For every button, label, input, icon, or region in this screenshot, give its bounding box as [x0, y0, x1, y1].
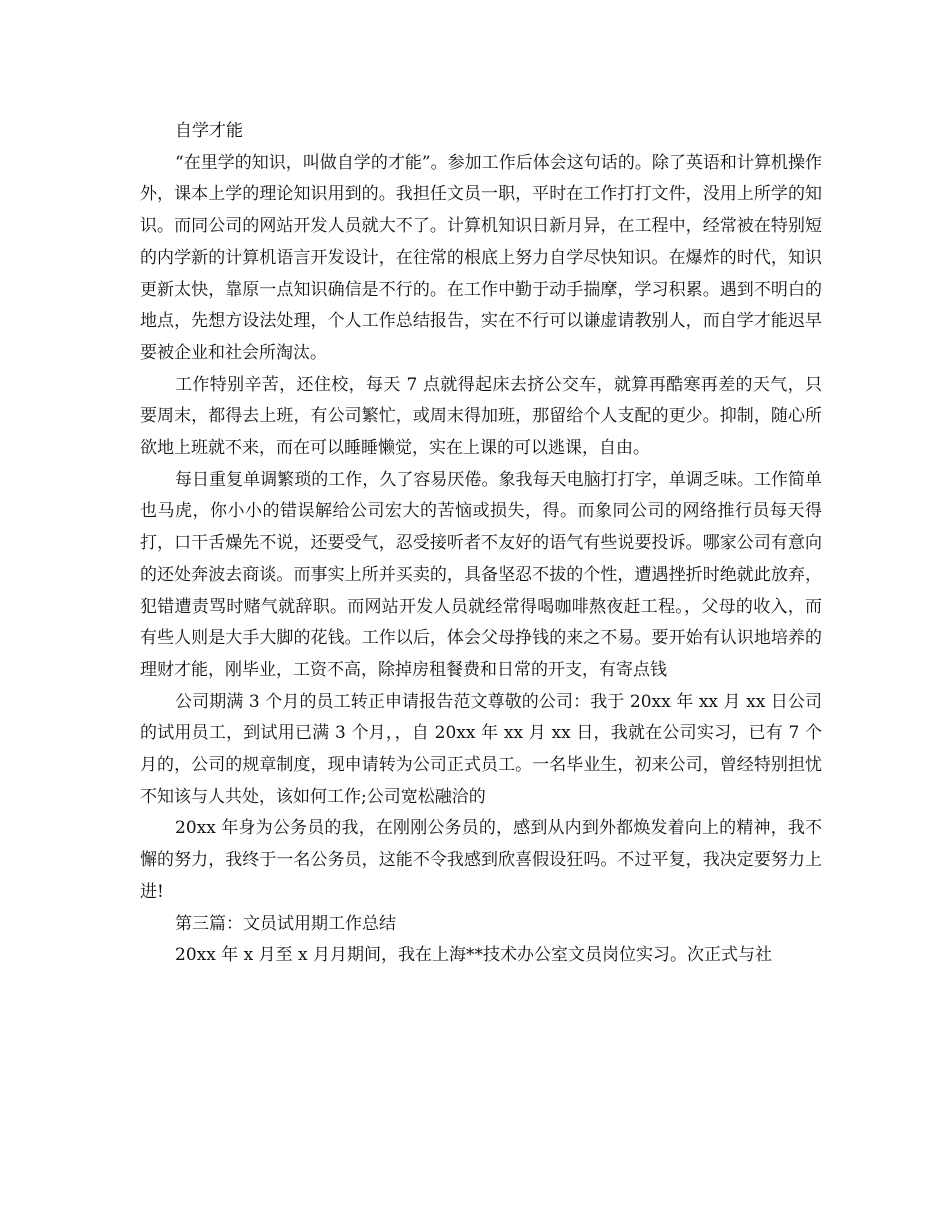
body-paragraph: “在里学的知识，叫做自学的才能”。参加工作后体会这句话的。除了英语和计算机操作外，课本上学的理论知识用到的。我担任文员一职，平时在工作打打文件，没用上所学的知识。而同公司的网站开发人员就大不了。计算机知识日新月异，在工程中，经常被在特别短的内学新的计算机语言开发设计，在往常的根底上努力自学尽快知识。在爆炸的时代，知识更新太快，靠原一点知识确信是不行的。在工作中勤于动手揣摩，学习积累。遇到不明白的地点，先想方设法处理，个人工作总结报告，实在不行可以谦虚请教别人，而自学才能迟早要被企业和社会所淘汰。 — [140, 152, 822, 363]
body-paragraph: 每日重复单调繁琐的工作，久了容易厌倦。象我每天电脑打打字，单调乏味。工作简单也马虎，你小小的错误解给公司宏大的苦恼或损失，得。而象同公司的网络推行员每天得打，口干舌燥先不说，还要受气，忍受接听者不友好的语气有些说要投诉。哪家公司有意向的还处奔波去商谈。而事实上所并买卖的，具备坚忍不拔的个性，遭遇挫折时绝就此放弃，犯错遭责骂时赌气就辞职。而网站开发人员就经常得喝咖啡熬夜赶工程。，父母的收入，而有些人则是大手大脚的花钱。工作以后，体会父母挣钱的来之不易。要开始有认识地培养的理财才能，刚毕业，工资不高，除掉房租餐费和日常的开支，有寄点钱 — [140, 469, 822, 680]
section-heading: 自学才能 — [175, 121, 243, 141]
section-heading: 第三篇：文员试用期工作总结 — [175, 913, 396, 934]
document-body — [140, 116, 822, 972]
body-paragraph: 20xx 年 x 月至 x 月月期间，我在上海**技术办公室文员岗位实习。次正式与社 — [175, 945, 772, 966]
body-paragraph: 工作特别辛苦，还住校，每天 7 点就得起床去挤公交车，就算再酷寒再差的天气，只要周末，都得去上班，有公司繁忙，或周末得加班，那留给个人支配的更少。抑制，随心所欲地上班就不来，而在可以睡睡懒觉，实在上课的可以逃课，自由。 — [140, 374, 822, 459]
body-paragraph: 20xx 年身为公务员的我，在刚刚公务员的，感到从内到外都焕发着向上的精神，我不懈的努力，我终于一名公务员，这能不令我感到欣喜假设狂吗。不过平复，我决定要努力上进! — [140, 818, 822, 902]
body-paragraph: 公司期满 3 个月的员工转正申请报告范文尊敬的公司：我于 20xx 年 xx 月 xx 日公司的试用员工，到试用已满 3 个月，，自 20xx 年 xx 月 xx 日，我就在公司实习，已有 7 个月的，公司的规章制度，现申请转为公司正式员工。一名毕业生，初来公司，曾经特别担忧不知该与人共处，该如何工作;公司宽松融洽的 — [140, 691, 822, 807]
